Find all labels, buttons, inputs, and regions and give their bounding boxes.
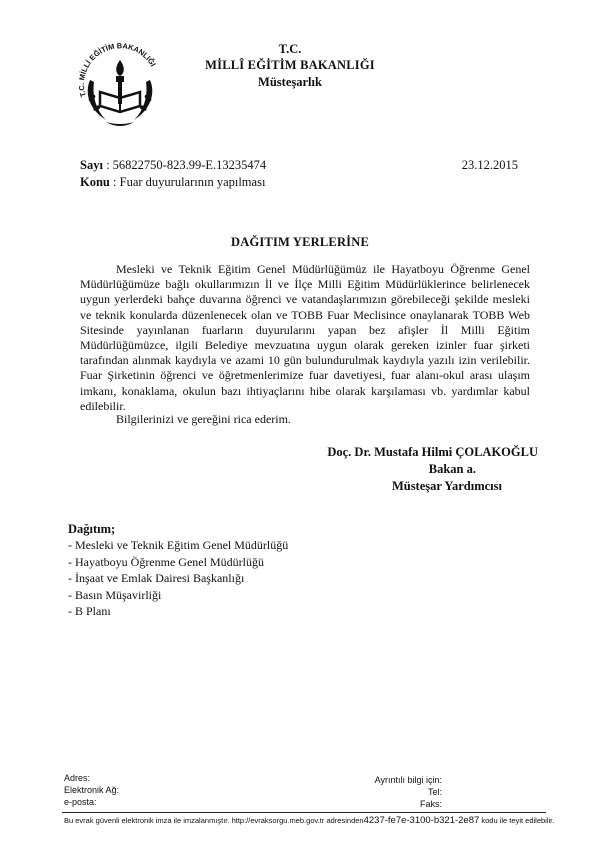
- distribution-title: Dağıtım;: [68, 522, 116, 536]
- footer-address: Adres:: [64, 773, 91, 783]
- distribution-item: - Mesleki ve Teknik Eğitim Genel Müdürlüğü: [68, 538, 289, 552]
- verification-prefix: Bu evrak güvenli elektronik imza ile imzalanmıştır. http://evraksorgu.meb.gov.tr adresinden: [64, 816, 364, 825]
- distribution-item: - B Planı: [68, 604, 111, 618]
- closing-line: Bilgilerinizi ve gereğini rica ederim.: [116, 412, 291, 426]
- verification-code: 4237-fe7e-3100-b321-2e87: [363, 815, 480, 826]
- footer-divider: [62, 812, 546, 813]
- sayi-row: [80, 158, 266, 173]
- footer-info: Ayrıntılı bilgi için:: [374, 775, 442, 785]
- verification-suffix: kodu ile teyit edilebilir.: [481, 816, 555, 825]
- verification-note: [64, 815, 564, 826]
- body-paragraph: Mesleki ve Teknik Eğitim Genel Müdürlüğümüz ile Hayatboyu Öğrenme Genel Müdürlüğümüze bağlı okullarımızın İl ve İlçe Milli Eğitim Müdürlüklerince belirlenecek uygun yerlerdeki bahçe duvarına öğrenci ve vatandaşlarımızın görebileceği şekilde mesleki ve teknik konularda düzenlenecek olan ve TOBB Fuar Meclisince onaylanarak TOBB Web Sitesinde yayınlanan fuarların duyurularını yapan bez afişler İl Milli Eğitim Müdürlüğümüzce, ilgili Belediye mevzuatına uygun olarak gereken izinler fuar şirketi tarafından alınmak kaydıyla ve azami 10 gün bulundurulmak kaydıyla yazılı izin verilebilir. Fuar Şirketinin öğrenci ve öğretmenlerimize fuar davetiyesi, fuar alanı-okul arası ulaşım imkanı, konaklama, okulun bazı ihtiyaçlarını hibe olarak karşılaması vb. yardımlar kabul edilebilir.: [80, 262, 530, 413]
- addressee-title: DAĞITIM YERLERİNE: [230, 235, 370, 249]
- header-tc: T.C.: [278, 42, 302, 56]
- distribution-item: - Basın Müşavirliği: [68, 587, 162, 602]
- ministry-emblem: [70, 40, 170, 132]
- signatory-name: Doç. Dr. Mustafa Hilmi ÇOLAKOĞLU: [327, 445, 538, 459]
- konu-label: Konu: [80, 175, 110, 189]
- distribution-list: [68, 537, 288, 620]
- signatory-title-1: Bakan a.: [428, 462, 476, 476]
- distribution-item: - Hayatboyu Öğrenme Genel Müdürlüğü: [68, 554, 264, 569]
- distribution-item: - İnşaat ve Emlak Dairesi Başkanlığı: [68, 571, 245, 585]
- header-undersecretariat: Müsteşarlık: [258, 75, 322, 89]
- footer-tel: Tel:: [427, 787, 442, 797]
- sayi-label: Sayı: [80, 158, 103, 172]
- header-ministry: MİLLÎ EĞİTİM BAKANLIĞI: [205, 58, 375, 72]
- document-date: 23.12.2015: [461, 158, 518, 172]
- footer-network: Elektronik Ağ:: [64, 785, 120, 795]
- konu-value: : Fuar duyurularının yapılması: [113, 175, 266, 189]
- sayi-value: : 56822750-823.99-E.13235474: [106, 158, 267, 172]
- signatory-title-2: Müsteşar Yardımcısı: [391, 479, 502, 493]
- emblem-ring-text: T.C. MİLLİ EĞİTİM BAKANLIĞI: [76, 41, 158, 99]
- footer-email: e-posta:: [64, 797, 97, 807]
- konu-row: [80, 175, 265, 190]
- footer-fax: Faks:: [419, 799, 442, 809]
